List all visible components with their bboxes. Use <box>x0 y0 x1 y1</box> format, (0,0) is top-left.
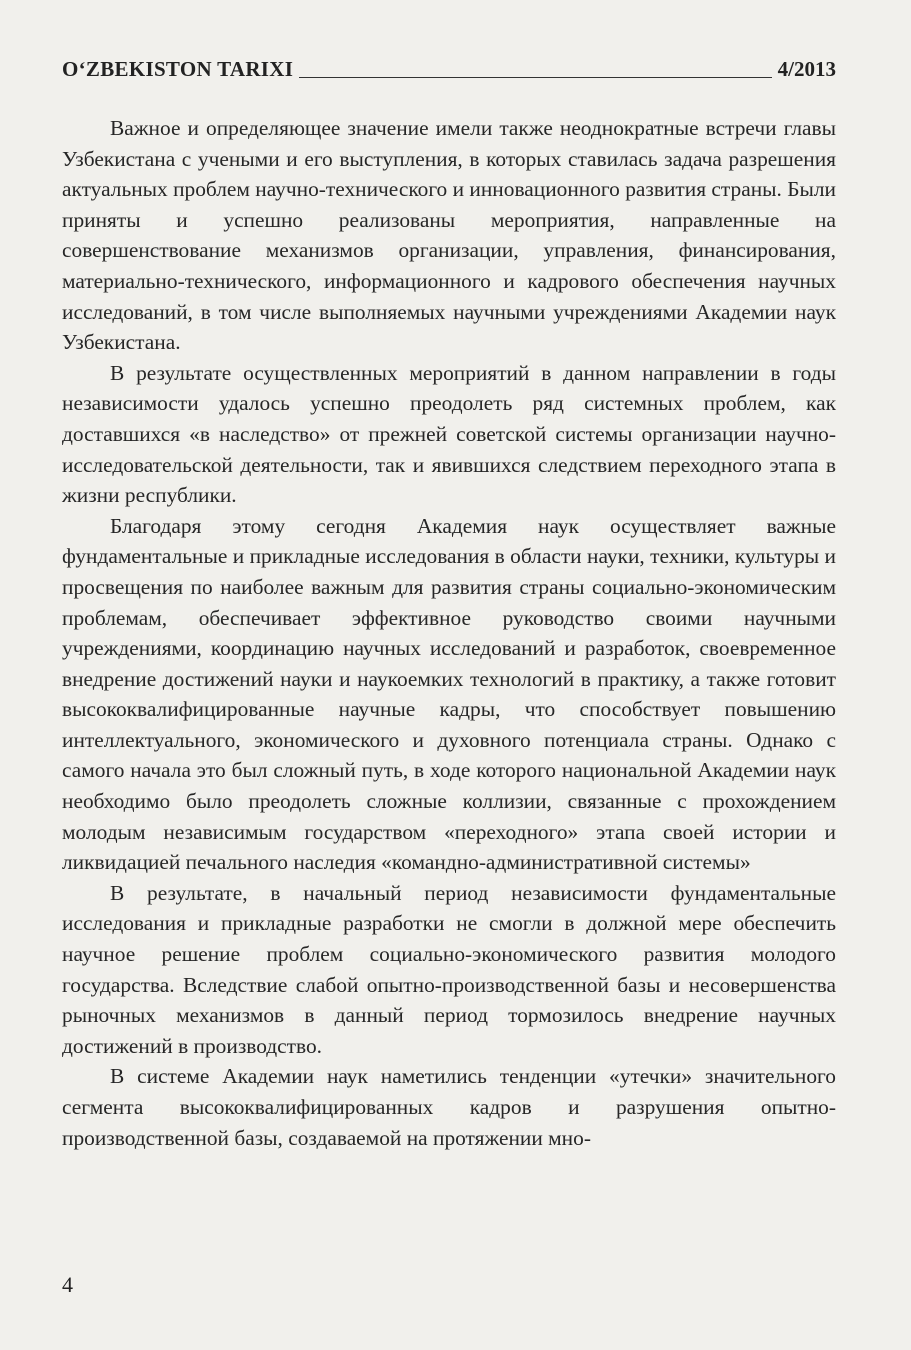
paragraph: Благодаря этому сегодня Академия наук осуществляет важные фундаментальные и прикладные исследования в области науки, техники, культуры и просвещения по наиболее важным для развития страны социально-экономическим проблемам, обеспечивает эффективное руководство своими научными учреждениями, координацию научных исследований и разработок, своевременное внедрение достижений науки и наукоемких технологий в практику, а также готовит высококвалифицированные научные кадры, что способствует повышению интеллектуального, экономического и духовного потенциала страны. Однако с самого начала это был сложный путь, в ходе которого национальной Академии наук необходимо было преодолеть сложные коллизии, связанные с прохождением молодым независимым государством «переходного» этапа своей истории и ликвидацией печального наследия «командно-административной системы» <box>62 513 836 875</box>
paragraph: В системе Академии наук наметились тенденции «утечки» значительного сегмента высококвалифицированных кадров и разрушения опытно-производственной базы, создаваемой на протяжении мно- <box>62 1064 836 1150</box>
running-header <box>62 54 836 86</box>
paragraph: Важное и определяющее значение имели также неоднократные встречи главы Узбекистана с учеными и его выступления, в которых ставилась задача разрешения актуальных проблем научно-технического и инновационного развития страны. Были приняты и успешно реализованы мероприятия, направленные на совершенствование механизмов организации, управления, финансирования, материально-технического, информационного и кадрового обеспечения научных исследований, в том числе выполняемых научными учреждениями Академии наук Узбекистана. <box>62 116 836 355</box>
issue-number: 4/2013 <box>772 54 836 84</box>
journal-title: O‘ZBEKISTON TARIXI <box>62 54 299 84</box>
article-body <box>62 113 836 1153</box>
page-number: 4 <box>62 1272 73 1297</box>
paragraph: В результате, в начальный период независимости фундаментальные исследования и прикладные разработки не смогли в должной мере обеспечить научное решение проблем социально-экономического развития молодого государства. Вследствие слабой опытно-производственной базы и несовершенства рыночных механизмов в данный период тормозилось внедрение научных достижений в производство. <box>62 880 836 1058</box>
paragraph: В результате осуществленных мероприятий в данном направлении в годы независимости удалось успешно преодолеть ряд системных проблем, как доставшихся «в наследство» от прежней советской системы организации научно-исследовательской деятельности, так и явившихся следствием переходного этапа в жизни республики. <box>62 360 836 508</box>
